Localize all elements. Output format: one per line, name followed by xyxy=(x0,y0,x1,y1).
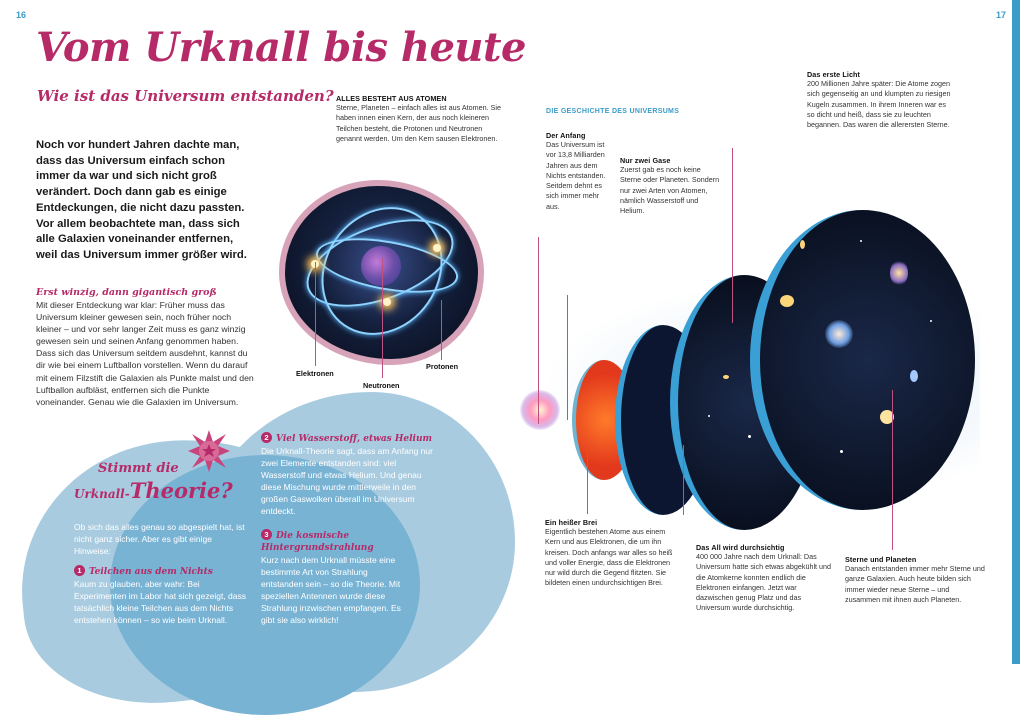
galaxy xyxy=(890,260,908,286)
stage-caption xyxy=(545,518,680,589)
explosion-icon xyxy=(186,428,232,474)
quiz-title-line1: Stimmt die xyxy=(98,461,179,476)
leader-line xyxy=(538,237,539,424)
page-subtitle: Wie ist das Universum entstanden? xyxy=(37,87,334,105)
stage-caption xyxy=(845,555,985,605)
leader-line xyxy=(683,445,684,515)
leader-line xyxy=(732,148,733,323)
atom-nucleus xyxy=(361,246,401,286)
quiz-item-1 xyxy=(74,565,254,626)
leader-line xyxy=(441,300,442,360)
atom-caption-body: Sterne, Planeten – einfach alles ist aus Atomen. Sie haben innen einen Kern, der aus noch kleineren Teilchen besteht, die Protonen und Neutronen genannt werden. Um den Kern sausen Elektronen. xyxy=(336,103,502,143)
stage-caption xyxy=(696,543,836,614)
quiz-item-body: Die Urknall-Theorie sagt, dass am Anfang nur zwei Elemente entstanden sind: viel Wasserstoff und etwas Helium. Und genau diese Mischung wurde mittlerweile in den großen Gaswolken überall im Universum entdeckt. xyxy=(261,446,433,517)
stage-body: 400 000 Jahre nach dem Urknall: Das Universum hatte sich etwas abgekühlt und die Atomkerne konnten endlich die Elektronen einfangen. Jetzt war dazwischen genug Platz und das Universum wurde durchsichtig. xyxy=(696,552,832,613)
stage-title: Der Anfang xyxy=(546,131,586,140)
label-electrons: Elektronen xyxy=(296,369,334,378)
stage-title: Das erste Licht xyxy=(807,70,861,79)
leader-line xyxy=(587,452,588,514)
number-badge: 1 xyxy=(74,565,85,576)
page-number-left: 16 xyxy=(16,10,27,20)
stage-body: 200 Millionen Jahre später: Die Atome zogen sich gegenseitig an und klumpten zu riesigen Kugeln zusammen. In ihrem Inneren war es so dicht und heiß, dass sie zu leuchten begannen. Das waren die allerersten Sterne. xyxy=(807,79,951,130)
stage-caption xyxy=(807,70,952,130)
leader-line xyxy=(892,390,893,550)
quiz-item-2 xyxy=(261,432,436,518)
intro-paragraph: Noch vor hundert Jahren dachte man, dass das Universum einfach schon immer da war und sich nicht groß verändert. Doch dann gab es einige Entdeckungen, die nicht dazu passten. Vor allem beobachtete man, dass sich alle Galaxien voneinander entfernen, weil das Universum immer größer wird. xyxy=(36,139,247,261)
number-badge: 2 xyxy=(261,432,272,443)
atom-caption xyxy=(336,94,506,144)
stage-body: Danach entstanden immer mehr Sterne und ganze Galaxien. Auch heute bilden sich immer wieder neue Sterne – und zusammen mit ihnen auch Planeten. xyxy=(845,564,985,604)
label-neutrons: Neutronen xyxy=(363,381,400,390)
history-heading: DIE GESCHICHTE DES UNIVERSUMS xyxy=(546,108,680,115)
stage-body: Zuerst gab es noch keine Sterne oder Planeten. Sondern nur zwei Arten von Atomen, nämlich Wasserstoff und Helium. xyxy=(620,165,720,216)
label-protons: Protonen xyxy=(426,362,459,371)
electron-dot xyxy=(383,298,391,306)
quiz-item-body: Kaum zu glauben, aber wahr: Bei Experimenten im Labor hat sich gezeigt, dass tatsächlich kleine Teilchen aus dem Nichts entstehen können – so wie beim Urknall. xyxy=(74,579,246,626)
atom-caption-title: ALLES BESTEHT AUS ATOMEN xyxy=(336,94,447,103)
electron-dot xyxy=(433,244,441,252)
quiz-title-big: Theorie? xyxy=(129,478,233,503)
quiz-intro: Ob sich das alles genau so abgespielt hat, ist nicht ganz sicher. Aber es gibt einige Hinweise: xyxy=(74,522,245,557)
stage-body: Eigentlich bestehen Atome aus einem Kern und aus Elektronen, die um ihn kreisen. Doch anfangs war alles so heiß und voller Energie, dass die Elektronen nur wild durch die Gegend flitzten. Sie bildeten einen undurchsichtigen Brei. xyxy=(545,527,673,588)
quiz-item-3 xyxy=(261,529,411,627)
stage-title: Nur zwei Gase xyxy=(620,156,671,165)
big-bang-flash xyxy=(520,390,560,430)
universe-expansion-illustration xyxy=(520,200,1000,520)
page-edge-strip xyxy=(1012,0,1020,664)
quiz-item-body: Kurz nach dem Urknall müsste eine bestimmte Art von Strahlung entstanden sein – so die Theorie. Mit speziellen Antennen wurde diese Strahlung inzwischen empfangen. Es gibt sie also wirklich! xyxy=(261,555,401,626)
stage-title: Das All wird durchsichtig xyxy=(696,543,785,552)
page-title: Vom Urknall bis heute xyxy=(36,24,526,71)
quiz-title-small: Urknall- xyxy=(74,487,130,501)
number-badge: 3 xyxy=(261,529,272,540)
quiz-item-heading: Teilchen aus dem Nichts xyxy=(89,567,213,577)
section-heading: Erst winzig, dann gigantisch groß xyxy=(36,287,217,298)
stars-galaxies-disc xyxy=(750,210,975,510)
quiz-item-heading: Die kosmische Hintergrundstrahlung xyxy=(261,531,374,553)
quiz-item-heading: Viel Wasserstoff, etwas Helium xyxy=(276,434,433,444)
leader-line xyxy=(567,295,568,420)
page-number-right: 17 xyxy=(996,10,1007,20)
stage-title: Ein heißer Brei xyxy=(545,518,598,527)
stage-body: Das Universum ist vor 13,8 Milliarden Jahren aus dem Nichts entstanden. Seitdem dehnt es sich immer mehr aus. xyxy=(546,140,606,211)
leader-line xyxy=(315,262,316,366)
leader-line xyxy=(382,258,383,378)
stage-title: Sterne und Planeten xyxy=(845,555,917,564)
section-body: Mit dieser Entdeckung war klar: Früher muss das Universum kleiner gewesen sein, noch früher noch kleiner – und vor sehr langer Zeit muss es ganz winzig gewesen sein und seinen Anfang genommen haben. Dass sich das Universum seitdem ausdehnt, kannst du dir wie bei einem Luftballon vorstellen. Wenn du darauf mit einem Filzstift die Galaxien als Punkte malst und den Luftballon aufbläst, entfernen sich die Punkte voneinander. Genau wie die Galaxien im Universum. xyxy=(36,300,254,407)
galaxy xyxy=(825,320,853,348)
quiz-title-line2 xyxy=(74,478,233,503)
